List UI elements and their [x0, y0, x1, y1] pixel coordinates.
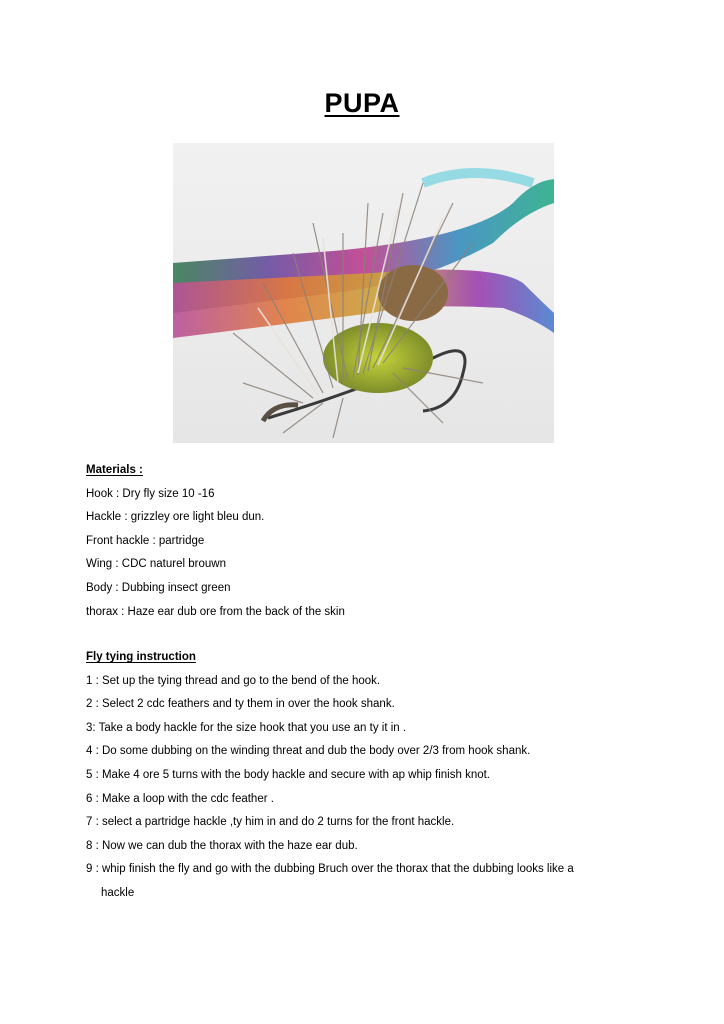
- materials-heading: Materials :: [86, 464, 143, 476]
- instruction-step: 7 : select a partridge hackle ,ty him in and do 2 turns for the front hackle.: [86, 816, 455, 829]
- material-item: Hackle : grizzley ore light bleu dun.: [86, 511, 265, 524]
- instruction-step: 9 : whip finish the fly and go with the dubbing Bruch over the thorax that the dubbing looks like a: [86, 863, 574, 876]
- instruction-step: 2 : Select 2 cdc feathers and ty them in over the hook shank.: [86, 698, 395, 711]
- instruction-step: 1 : Set up the tying thread and go to the bend of the hook.: [86, 674, 381, 687]
- material-item: Front hackle : partridge: [86, 534, 205, 547]
- material-item: thorax : Haze ear dub ore from the back of the skin: [86, 605, 345, 618]
- instruction-step: 5 : Make 4 ore 5 turns with the body hackle and secure with ap whip finish knot.: [86, 768, 490, 781]
- materials-section: [86, 459, 345, 624]
- instruction-step: 4 : Do some dubbing on the winding threat and dub the body over 2/3 from hook shank.: [86, 745, 531, 758]
- material-item: Body : Dubbing insect green: [86, 581, 231, 594]
- material-item: Wing : CDC naturel brouwn: [86, 558, 226, 571]
- instruction-step-continuation: hackle: [101, 886, 135, 899]
- instruction-step: 8 : Now we can dub the thorax with the haze ear dub.: [86, 839, 358, 852]
- fly-photo: [173, 143, 554, 443]
- instructions-heading: Fly tying instruction: [86, 651, 196, 663]
- instruction-step: 3: Take a body hackle for the size hook that you use an ty it in .: [86, 721, 407, 734]
- instructions-section: [86, 646, 574, 906]
- material-item: Hook : Dry fly size 10 -16: [86, 487, 215, 500]
- instruction-step: 6 : Make a loop with the cdc feather .: [86, 792, 274, 805]
- page-title: PUPA: [324, 88, 400, 118]
